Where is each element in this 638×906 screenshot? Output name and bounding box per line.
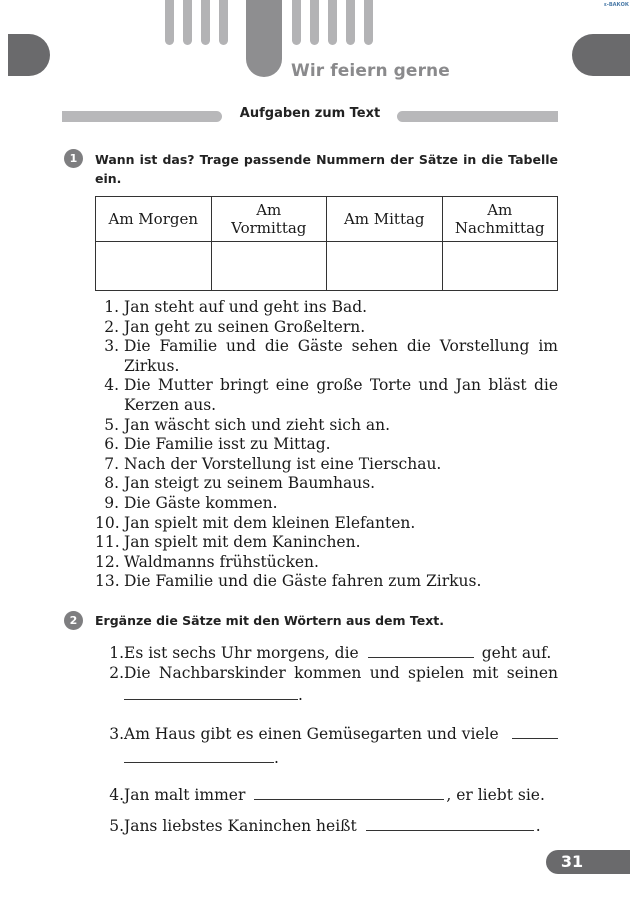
list-item-number: 4.	[104, 376, 119, 395]
list-item	[95, 474, 558, 494]
exercise-text	[124, 663, 558, 705]
exercise-number: 3.	[109, 725, 124, 743]
list-item-text: Jan steigt zu seinem Baumhaus.	[124, 474, 376, 493]
left-edge-tab	[8, 34, 50, 76]
exercise-text-line	[124, 724, 558, 744]
answer-blank[interactable]	[124, 762, 274, 763]
header-stripe	[165, 0, 174, 45]
header-stripe	[310, 0, 319, 45]
answer-blank[interactable]	[368, 657, 474, 658]
list-item-number: 2.	[104, 317, 119, 336]
header-line: Am	[487, 201, 513, 219]
task-1-instruction	[95, 150, 558, 188]
section-rule-right	[397, 111, 558, 122]
answer-cell-morning[interactable]	[96, 242, 212, 291]
header-stripe	[183, 0, 192, 45]
list-item-text: Waldmanns frühstücken.	[124, 552, 319, 571]
list-item-text: Jan spielt mit dem Kaninchen.	[124, 533, 361, 552]
list-item-text: Jan steht auf und geht ins Bad.	[124, 298, 368, 316]
task-2-number-badge: 2	[64, 611, 83, 630]
exercise-answer-line	[124, 685, 558, 705]
answer-cell-afternoon[interactable]	[442, 242, 558, 291]
list-item-text: Jan wäscht sich und zieht sich an.	[124, 415, 391, 434]
list-item	[95, 337, 558, 376]
list-item-number: 13.	[95, 572, 120, 591]
table-header-cell	[96, 197, 212, 242]
header-center-tab	[246, 0, 282, 77]
task-1-instruction-line: Wann ist das? Trage passende Nummern der Sätze in die Tabelle	[95, 152, 558, 167]
list-item	[95, 376, 558, 415]
list-item-number: 5.	[104, 415, 119, 434]
section-heading	[62, 106, 558, 126]
brand-logo: ε-ВАКОК	[604, 2, 629, 8]
header-stripe	[364, 0, 373, 45]
list-item-text: Jan geht zu seinen Großeltern.	[124, 317, 366, 336]
list-item	[95, 494, 558, 514]
header-stripe	[219, 0, 228, 45]
exercise-answer-line	[124, 748, 558, 768]
exercise-text	[124, 724, 558, 768]
header-stripe	[292, 0, 301, 45]
list-item	[95, 416, 558, 436]
header-line: Nachmittag	[454, 219, 545, 237]
list-item-number: 9.	[104, 493, 119, 512]
exercise-item	[95, 663, 558, 707]
list-item-number: 10.	[95, 513, 120, 532]
list-item-text: Die Gäste kommen.	[124, 493, 278, 512]
list-item	[95, 572, 558, 592]
list-item-text: Jan spielt mit dem kleinen Elefanten.	[124, 513, 416, 532]
task-1-number-badge: 1	[64, 149, 83, 168]
exercise-text-after: geht auf.	[481, 644, 552, 662]
exercise-text-after: .	[298, 686, 303, 704]
list-item-text: Die Familie isst zu Mittag.	[124, 435, 331, 454]
exercise-number: 2.	[109, 664, 124, 682]
task-2-instruction: Ergänze die Sätze mit den Wörtern aus dem Text.	[95, 613, 445, 628]
list-item-number: 8.	[104, 474, 119, 493]
task-1-instruction-line: ein.	[95, 171, 122, 186]
header-stripe	[346, 0, 355, 45]
exercise-text-before: Am Haus gibt es einen Gemüsegarten und viele	[124, 725, 499, 743]
right-edge-tab	[572, 34, 630, 76]
list-item-number: 3.	[104, 337, 119, 356]
list-item-number: 7.	[104, 454, 119, 473]
table-answer-row	[96, 242, 558, 291]
header-line: Vormittag	[231, 219, 307, 237]
header-stripe	[328, 0, 337, 45]
list-item	[95, 553, 558, 573]
exercise-text-after: .	[274, 749, 279, 767]
answer-blank[interactable]	[512, 738, 558, 739]
page-number: 31	[560, 852, 584, 871]
header-line: Am	[256, 201, 282, 219]
list-item-number: 11.	[95, 533, 120, 552]
answer-cell-noon[interactable]	[327, 242, 443, 291]
exercise-text	[124, 816, 558, 836]
section-title: Aufgaben zum Text	[239, 106, 381, 121]
list-item-text: Die Mutter bringt eine große Torte und Jan bläst die Kerzen aus.	[124, 376, 558, 414]
exercise-text-after: , er liebt sie.	[446, 786, 545, 804]
chapter-title: Wir feiern gerne	[291, 61, 450, 81]
exercise-number: 5.	[109, 817, 124, 835]
table-header-cell	[327, 197, 443, 242]
table-header-cell	[211, 197, 327, 242]
list-item	[95, 533, 558, 553]
exercise-number: 4.	[109, 786, 124, 804]
header-stripe	[201, 0, 210, 45]
answer-blank[interactable]	[366, 830, 534, 831]
list-item-number: 6.	[104, 435, 119, 454]
list-item-text: Die Familie und die Gäste fahren zum Zirkus.	[124, 572, 482, 591]
answer-blank[interactable]	[254, 799, 444, 800]
list-item	[95, 514, 558, 534]
list-item	[95, 298, 558, 318]
list-item-number: 12.	[95, 552, 120, 571]
list-item-text: Nach der Vorstellung ist eine Tierschau.	[124, 454, 442, 473]
section-rule-left	[62, 111, 222, 122]
list-item-number: 1.	[104, 298, 119, 316]
sentence-list	[95, 298, 558, 592]
exercise-text	[124, 643, 558, 663]
exercise-text-before: Es ist sechs Uhr morgens, die	[124, 644, 359, 662]
time-of-day-table	[95, 196, 558, 291]
header-line: Am Morgen	[108, 210, 199, 228]
list-item	[95, 318, 558, 338]
exercise-number: 1.	[109, 644, 124, 662]
list-item	[95, 435, 558, 455]
exercise-text	[124, 785, 558, 805]
exercise-text-before: Jans liebstes Kaninchen heißt	[124, 817, 357, 835]
table-header-cell	[442, 197, 558, 242]
exercise-item	[95, 724, 558, 770]
list-item-text: Die Familie und die Gäste sehen die Vorstellung im Zirkus.	[124, 337, 558, 375]
header-line: Am Mittag	[343, 210, 425, 228]
exercise-text-before: Jan malt immer	[124, 786, 246, 804]
exercise-text-after: .	[535, 817, 541, 835]
table-header-row	[96, 197, 558, 242]
answer-cell-forenoon[interactable]	[211, 242, 327, 291]
answer-blank[interactable]	[124, 699, 298, 700]
list-item	[95, 455, 558, 475]
exercise-text-before: Die Nachbarskinder kommen und spielen mit seinen	[124, 664, 558, 682]
